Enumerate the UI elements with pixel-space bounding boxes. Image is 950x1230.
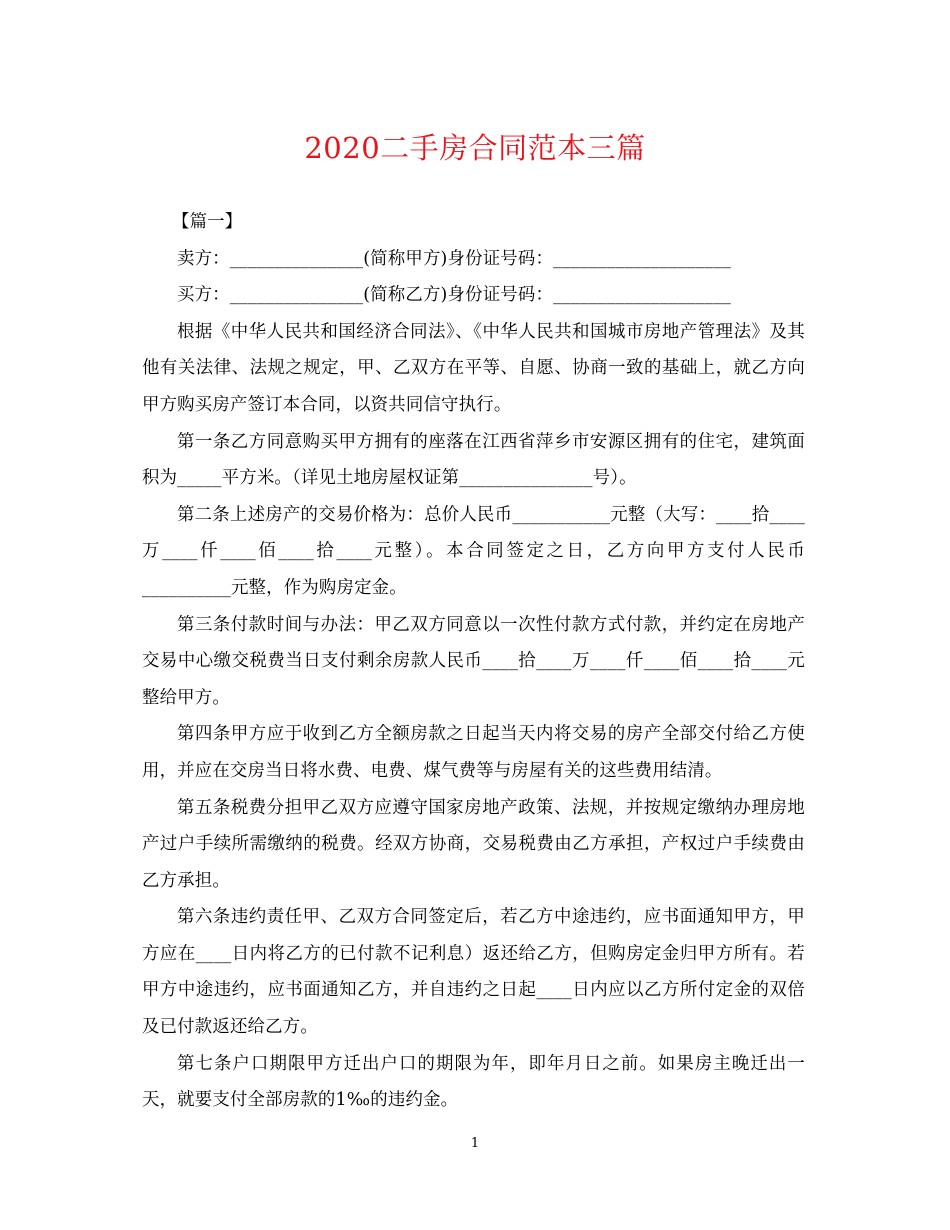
page-number: 1: [470, 1136, 480, 1151]
preamble-paragraph: 根据《中华人民共和国经济合同法》、《中华人民共和国城市房地产管理法》及其他有关法律、法规之规定，甲、乙双方在平等、自愿、协商一致的基础上，就乙方向甲方购买房产签订本合同，以资共同信守执行。: [142, 321, 805, 415]
document-body: [142, 204, 805, 1119]
article-7-paragraph: 第七条户口期限甲方迁出户口的期限为年，即年月日之前。如果房主晚迁出一天，就要支付全部房款的1‰的违约金。: [142, 1053, 805, 1111]
document-title: 2020二手房合同范本三篇: [304, 131, 646, 165]
article-4-paragraph: 第四条甲方应于收到乙方全额房款之日起当天内将交易的房产全部交付给乙方使用，并应在交房当日将水费、电费、煤气费等与房屋有关的这些费用结清。: [142, 724, 805, 781]
article-5-paragraph: 第五条税费分担甲乙双方应遵守国家房地产政策、法规，并按规定缴纳办理房地产过户手续所需缴纳的税费。经双方协商，交易税费由乙方承担，产权过户手续费由乙方承担。: [142, 797, 805, 891]
buyer-line: 买方：_______________(简称乙方)身份证号码：____________________: [177, 285, 731, 306]
article-6-paragraph: 第六条违约责任甲、乙双方合同签定后，若乙方中途违约，应书面通知甲方，甲方应在____日内将乙方的已付款不记利息）返还给乙方，但购房定金归甲方所有。若甲方中途违约，应书面通知乙方，并自违约之日起____日内应以乙方所付定金的双倍及已付款返还给乙方。: [142, 907, 805, 1038]
section-heading: 【篇一】: [172, 212, 243, 232]
article-1-paragraph: 第一条乙方同意购买甲方拥有的座落在江西省萍乡市安源区拥有的住宅，建筑面积为_____平方米。（详见土地房屋权证第_______________号）。: [142, 431, 805, 489]
article-3-paragraph: 第三条付款时间与办法：甲乙双方同意以一次性付款方式付款，并约定在房地产交易中心缴交税费当日支付剩余房款人民币____拾____万____仟____佰____拾____元整给甲方。: [142, 614, 805, 708]
seller-line: 卖方：_______________(简称甲方)身份证号码：____________________: [177, 248, 731, 269]
article-2-paragraph: 第二条上述房产的交易价格为：总价人民币___________元整（大写：____拾____万____仟____佰____拾____元整）。本合同签定之日，乙方向甲方支付人民币__________元整，作为购房定金。: [142, 504, 805, 598]
